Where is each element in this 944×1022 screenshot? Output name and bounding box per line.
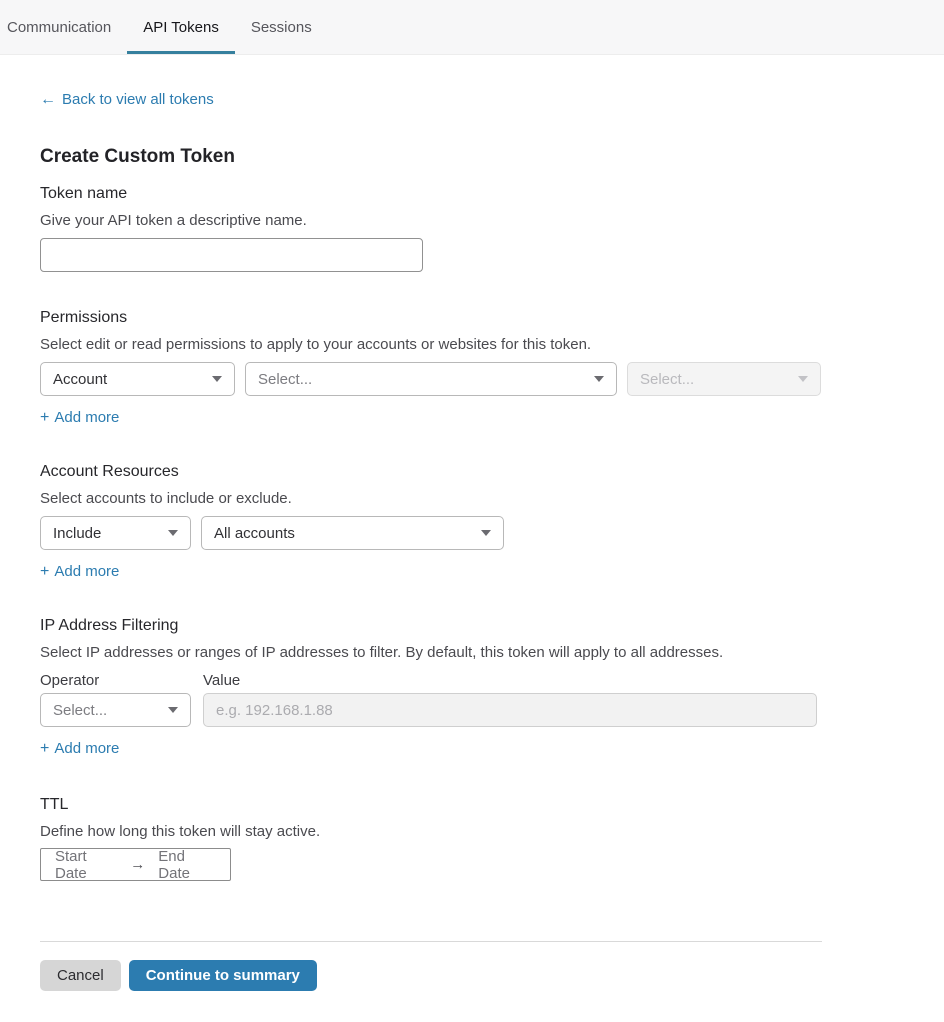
- plus-icon: +: [40, 739, 50, 757]
- token-name-section: [40, 184, 822, 272]
- account-resources-heading: Account Resources: [40, 463, 179, 480]
- token-name-description: Give your API token a descriptive name.: [40, 212, 307, 229]
- permission-group-placeholder: Select...: [258, 370, 313, 388]
- tab-sessions[interactable]: [235, 0, 328, 54]
- resource-mode-value: Include: [53, 524, 102, 542]
- permission-group-select[interactable]: [245, 362, 617, 396]
- tab-api-tokens[interactable]: [127, 0, 235, 54]
- continue-to-summary-button[interactable]: Continue to summary: [129, 960, 317, 991]
- account-resources-add-more-label: Add more: [54, 563, 120, 580]
- permission-scope-value: Account: [53, 370, 108, 388]
- ip-filtering-section: [40, 616, 822, 757]
- account-resources-section: [40, 462, 822, 580]
- ip-operator-select[interactable]: [40, 693, 191, 727]
- ip-filtering-add-more-link[interactable]: [40, 740, 119, 757]
- ip-filtering-field-labels: [40, 672, 822, 689]
- ip-value-input[interactable]: [203, 693, 817, 727]
- permission-level-select: [627, 362, 821, 396]
- tab-communication[interactable]: [0, 0, 127, 54]
- token-name-label: Token name: [40, 185, 128, 202]
- footer-buttons: [40, 960, 822, 991]
- chevron-down-icon: [481, 530, 491, 536]
- cancel-button[interactable]: Cancel: [40, 960, 121, 991]
- ttl-section: [40, 795, 822, 881]
- tab-sessions-label: Sessions: [250, 18, 312, 36]
- value-label: Value: [203, 672, 241, 689]
- chevron-down-icon: [594, 376, 604, 382]
- back-to-tokens-link[interactable]: [40, 91, 214, 108]
- plus-icon: +: [40, 408, 50, 426]
- account-resources-row: [40, 516, 822, 550]
- plus-icon: +: [40, 562, 50, 580]
- ip-filtering-row: [40, 693, 822, 727]
- resource-accounts-select[interactable]: [201, 516, 504, 550]
- resource-accounts-value: All accounts: [214, 524, 295, 542]
- tab-communication-label: Communication: [7, 18, 112, 36]
- token-name-input[interactable]: [40, 238, 423, 272]
- permissions-add-more-link[interactable]: [40, 409, 119, 426]
- arrow-right-icon: →: [130, 856, 146, 873]
- tab-bar: [0, 0, 944, 55]
- permissions-add-more-label: Add more: [54, 409, 120, 426]
- ttl-heading: TTL: [40, 796, 69, 813]
- chevron-down-icon: [798, 376, 808, 382]
- ttl-description: Define how long this token will stay active.: [40, 823, 321, 840]
- footer-divider: [40, 941, 822, 942]
- ip-filtering-description: Select IP addresses or ranges of IP addresses to filter. By default, this token will apply to all addresses.: [40, 644, 724, 661]
- chevron-down-icon: [212, 376, 222, 382]
- back-arrow-icon: ←: [40, 90, 56, 108]
- operator-label: Operator: [40, 672, 100, 689]
- chevron-down-icon: [168, 707, 178, 713]
- resource-mode-select[interactable]: [40, 516, 191, 550]
- page-title: Create Custom Token: [40, 146, 235, 167]
- start-date-placeholder: Start Date: [55, 847, 87, 882]
- permissions-heading: Permissions: [40, 309, 128, 326]
- ttl-date-range-picker[interactable]: [40, 848, 231, 881]
- permission-scope-select[interactable]: [40, 362, 235, 396]
- account-resources-description: Select accounts to include or exclude.: [40, 490, 292, 507]
- back-link-label: Back to view all tokens: [62, 91, 214, 108]
- permissions-description: Select edit or read permissions to apply to your accounts or websites for this token.: [40, 336, 592, 353]
- ip-operator-placeholder: Select...: [53, 701, 108, 719]
- permissions-section: [40, 308, 822, 426]
- main-content: [40, 55, 822, 991]
- end-date-placeholder: End Date: [158, 847, 190, 882]
- permissions-row: [40, 362, 822, 396]
- account-resources-add-more-link[interactable]: [40, 563, 119, 580]
- permission-level-placeholder: Select...: [640, 370, 695, 388]
- tab-api-tokens-label: API Tokens: [143, 18, 219, 36]
- ip-filtering-heading: IP Address Filtering: [40, 617, 179, 634]
- chevron-down-icon: [168, 530, 178, 536]
- active-tab-underline: [127, 51, 235, 54]
- ip-filtering-add-more-label: Add more: [54, 740, 120, 757]
